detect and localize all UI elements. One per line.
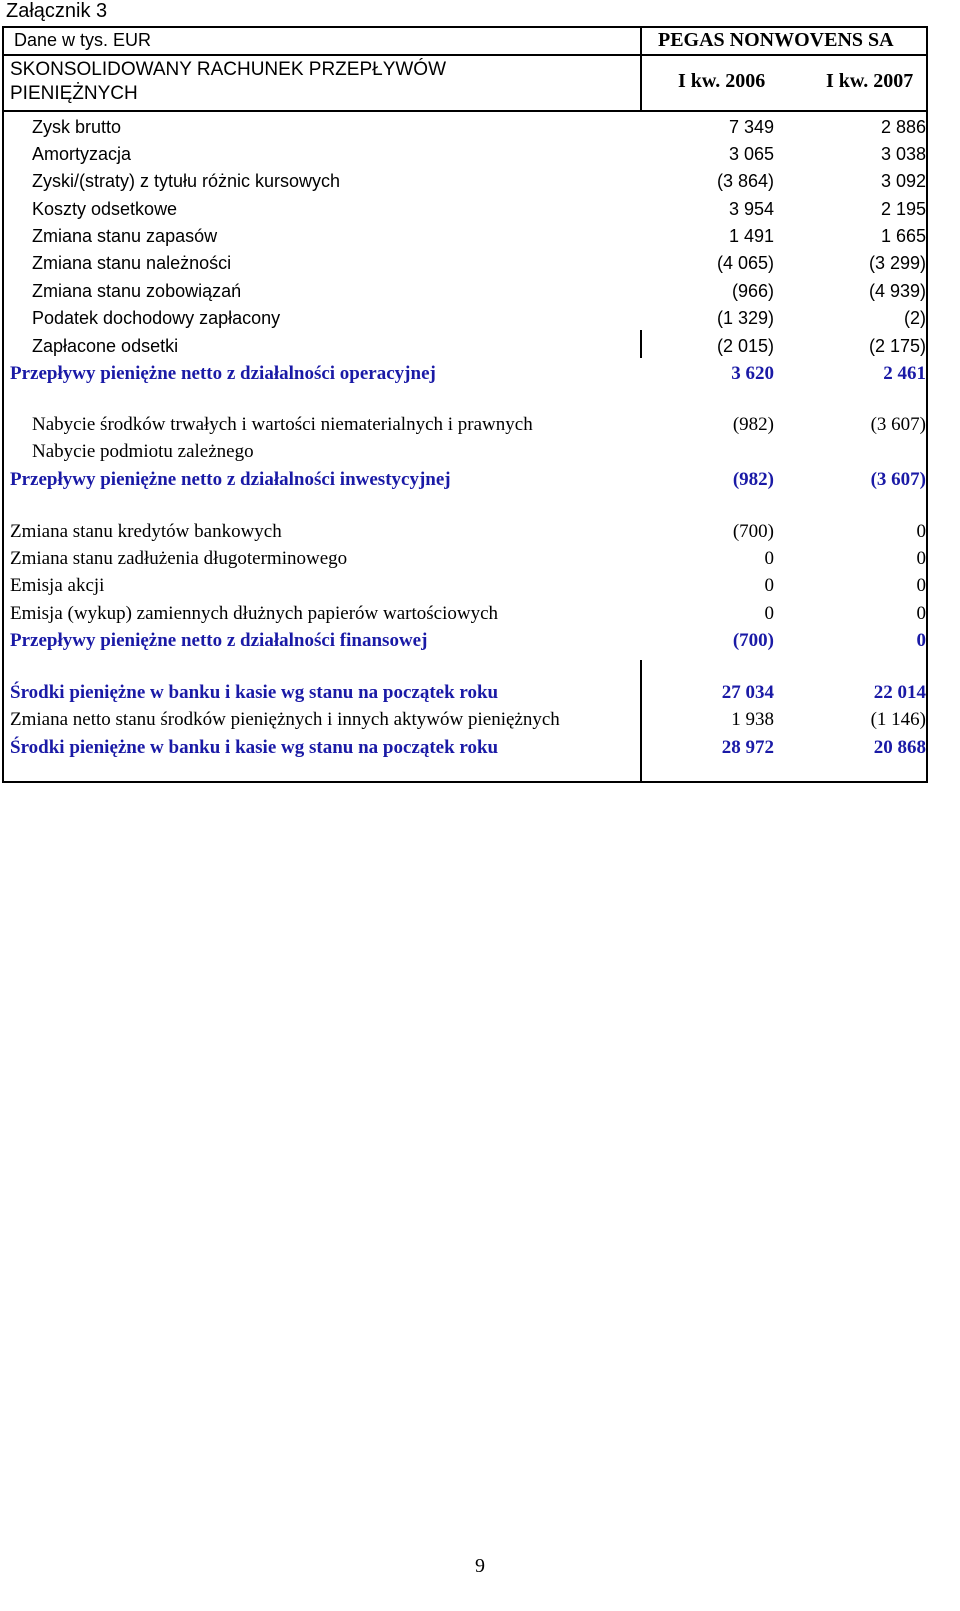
value-2007: (2 175)	[868, 336, 926, 356]
investing-row	[0, 412, 960, 438]
value-2006: 3 954	[728, 199, 774, 219]
row-label: Zyski/(straty) z tytułu różnic kursowych	[32, 171, 341, 191]
value-2007: 20 868	[873, 737, 926, 758]
value-2007: 3 092	[880, 171, 926, 191]
value-2007: 0	[916, 521, 926, 542]
value-2006: 3 065	[728, 144, 774, 164]
operating-row	[0, 305, 960, 331]
header-divider	[2, 54, 928, 56]
operating-row	[0, 223, 960, 249]
row-label: Przepływy pieniężne netto z działalności operacyjnej	[10, 363, 436, 384]
operating-total-row	[0, 361, 960, 387]
financing-row	[0, 519, 960, 545]
row-label: Emisja (wykup) zamiennych dłużnych papierów wartościowych	[10, 603, 499, 624]
value-2007: 0	[916, 548, 926, 569]
value-2006: 3 620	[731, 363, 774, 384]
row-label: Nabycie podmiotu zależnego	[32, 441, 254, 462]
value-2006: 27 034	[721, 682, 774, 703]
value-2006: (982)	[732, 469, 774, 490]
cash-row	[0, 735, 960, 761]
row-label: Środki pieniężne w banku i kasie wg stanu na początek roku	[10, 737, 499, 758]
row-label: Przepływy pieniężne netto z działalności finansowej	[10, 630, 428, 651]
row-label: Zmiana netto stanu środków pieniężnych i innych aktywów pieniężnych	[10, 709, 560, 730]
row-label: Emisja akcji	[10, 575, 105, 596]
column-divider	[640, 26, 642, 112]
row-label: Zysk brutto	[32, 117, 122, 137]
row-label: Podatek dochodowy zapłacony	[32, 308, 281, 328]
value-2007: 3 038	[880, 144, 926, 164]
row-label: Zmiana stanu zapasów	[32, 226, 218, 246]
value-2007: (4 939)	[868, 281, 926, 301]
value-2006: 7 349	[728, 117, 774, 137]
value-2007: 22 014	[873, 682, 926, 703]
operating-row	[0, 333, 960, 359]
value-2007: 0	[916, 603, 926, 624]
value-2006: (700)	[732, 630, 774, 651]
cash-row	[0, 680, 960, 706]
value-2007: 2 195	[880, 199, 926, 219]
value-2006: 0	[764, 575, 774, 596]
annex-title: Załącznik 3	[6, 0, 108, 22]
value-2006: (966)	[731, 281, 774, 301]
operating-row	[0, 278, 960, 304]
operating-row	[0, 114, 960, 140]
value-2007: (1 146)	[870, 709, 926, 730]
value-2006: 0	[764, 548, 774, 569]
value-2006: (700)	[732, 521, 774, 542]
currency-note: Dane w tys. EUR	[14, 30, 152, 50]
row-label: Przepływy pieniężne netto z działalności inwestycyjnej	[10, 469, 451, 490]
value-2007: 0	[916, 575, 926, 596]
row-label: Zmiana stanu zadłużenia długoterminowego	[10, 548, 348, 569]
row-label: Zmiana stanu zobowiązań	[32, 281, 242, 301]
value-2007: 0	[916, 630, 926, 651]
cash-row	[0, 707, 960, 733]
value-2006: (1 329)	[716, 308, 774, 328]
value-2006: (3 864)	[716, 171, 774, 191]
header-divider	[2, 110, 928, 112]
operating-row	[0, 196, 960, 222]
financing-total-row	[0, 628, 960, 654]
company-name: PEGAS NONWOVENS SA	[658, 29, 894, 51]
row-label: Zmiana stanu należności	[32, 253, 232, 273]
investing-total-row	[0, 467, 960, 493]
value-2006: 1 938	[731, 709, 774, 730]
value-2007: (3 299)	[868, 253, 926, 273]
operating-row	[0, 250, 960, 276]
column-header-2007: I kw. 2007	[826, 70, 914, 92]
value-2007: 1 665	[880, 226, 926, 246]
statement-title: SKONSOLIDOWANY RACHUNEK PRZEPŁYWÓW PIENIĘŻNYCH	[10, 59, 447, 104]
row-label: Koszty odsetkowe	[32, 199, 178, 219]
row-label: Amortyzacja	[32, 144, 132, 164]
value-2006: 1 491	[728, 226, 774, 246]
value-2007: (3 607)	[870, 414, 926, 435]
value-2006: 28 972	[721, 737, 774, 758]
row-label: Zapłacone odsetki	[32, 336, 179, 356]
page-number: 9	[475, 1555, 485, 1577]
value-2006: (2 015)	[716, 336, 774, 356]
operating-row	[0, 168, 960, 194]
financing-row	[0, 573, 960, 599]
value-2007: 2 461	[883, 363, 926, 384]
column-header-2006: I kw. 2006	[678, 70, 766, 92]
row-label: Środki pieniężne w banku i kasie wg stanu na początek roku	[10, 682, 499, 703]
financing-row	[0, 601, 960, 627]
value-2007: (3 607)	[870, 469, 926, 490]
financing-row	[0, 546, 960, 572]
row-label: Zmiana stanu kredytów bankowych	[10, 521, 282, 542]
value-2006: (982)	[732, 414, 774, 435]
value-2007: 2 886	[880, 117, 926, 137]
value-2006: (4 065)	[716, 253, 774, 273]
value-2006: 0	[764, 603, 774, 624]
investing-row	[0, 439, 960, 465]
row-label: Nabycie środków trwałych i wartości niematerialnych i prawnych	[32, 414, 533, 435]
value-2007: (2)	[904, 308, 926, 328]
operating-row	[0, 141, 960, 167]
